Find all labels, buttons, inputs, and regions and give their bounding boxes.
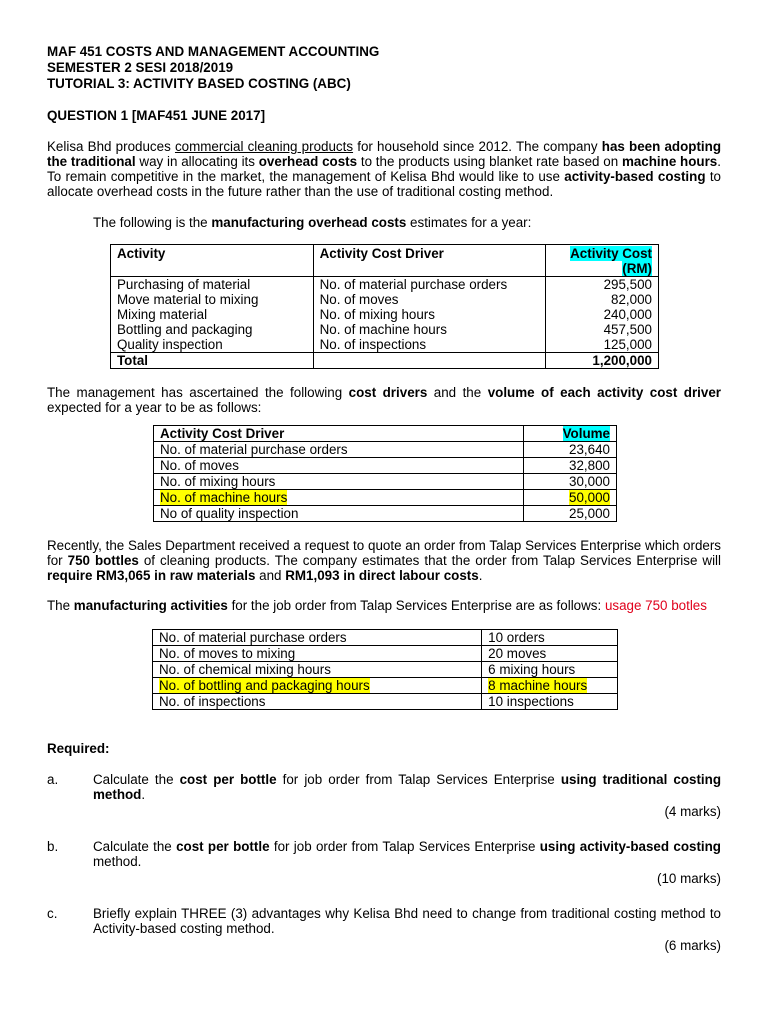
activity-cost-label: Activity Cost (570, 246, 652, 261)
item-text: for job order from Talap Services Enterprise (276, 772, 561, 787)
overhead-bold: manufacturing overhead costs (211, 215, 407, 230)
intro-text: . To remain competitive in the market, the management of Kelisa Bhd would like to use (47, 154, 721, 184)
table-row (153, 630, 618, 646)
intro-bold: has been adopting the traditional (47, 139, 722, 169)
table-row (154, 490, 617, 506)
cell-cost: 82,000 (546, 292, 659, 307)
highlighted-quantity: 8 machine hours (488, 678, 588, 693)
total-empty-cell (313, 353, 546, 369)
table-row (154, 474, 617, 490)
item-label: c. (47, 906, 58, 921)
intro-text: way in allocating its (135, 154, 259, 169)
item-label: a. (47, 772, 59, 787)
total-value: 1,200,000 (546, 353, 659, 369)
tutorial-title: TUTORIAL 3: ACTIVITY BASED COSTING (ABC) (47, 76, 351, 91)
activity-cost-unit: (RM) (622, 261, 652, 276)
order-text: of cleaning products. The company estimates that the order from Talap Services Enterprise will (138, 553, 721, 568)
order-text: Recently, the Sales Department received a request to quote an order from Talap Services Enterprise which orders for (47, 538, 721, 568)
table-row (153, 694, 618, 710)
table-header-row (111, 245, 659, 277)
overhead-text: The following is the (93, 215, 212, 230)
order-bold: require RM3,065 in raw materials (47, 568, 256, 583)
highlighted-activity: No. of bottling and packaging hours (159, 678, 370, 693)
item-text: Calculate the (93, 839, 177, 854)
drivers-text: expected for a year to be as follows: (47, 400, 262, 415)
table-row (154, 442, 617, 458)
total-row (111, 353, 659, 369)
order-text: and (255, 568, 286, 583)
col-cost-driver: Activity Cost Driver (154, 426, 524, 442)
intro-underlined: commercial cleaning products (174, 139, 354, 154)
overhead-text: estimates for a year: (406, 215, 532, 230)
table-row (111, 277, 659, 293)
cell-driver: No. of inspections (313, 337, 546, 353)
highlighted-volume: 50,000 (569, 490, 610, 505)
cell-driver: No. of moves (313, 292, 546, 307)
cell-driver: No. of machine hours (313, 322, 546, 337)
course-title: MAF 451 COSTS AND MANAGEMENT ACCOUNTING (47, 44, 380, 59)
col-volume (524, 426, 617, 442)
activities-text: for the job order from Talap Services Enterprise are as follows: (227, 598, 605, 613)
drivers-bold: volume of each activity cost driver (487, 385, 721, 400)
col-cost-driver: Activity Cost Driver (313, 245, 546, 277)
table-row (111, 337, 659, 353)
cell-quantity (482, 678, 618, 694)
drivers-bold: cost drivers (348, 385, 428, 400)
cell-activity (153, 678, 482, 694)
cell-activity: No. of chemical mixing hours (153, 662, 482, 678)
intro-text: to allocate overhead costs in the future rather than the use of traditional costing method. (47, 169, 721, 199)
total-label: Total (111, 353, 314, 369)
cell-cost: 457,500 (546, 322, 659, 337)
cell-quantity: 10 inspections (482, 694, 618, 710)
cell-driver: No. of moves (154, 458, 524, 474)
header-block (47, 44, 721, 92)
cell-cost: 295,500 (546, 277, 659, 293)
table-row (154, 506, 617, 522)
cell-quantity: 10 orders (482, 630, 618, 646)
intro-text: to the products using blanket rate based on (357, 154, 622, 169)
item-bold: cost per bottle (179, 772, 277, 787)
cell-driver (154, 490, 524, 506)
document-page (47, 44, 721, 953)
drivers-text: The management has ascertained the following (47, 385, 349, 400)
activities-bold: manufacturing activities (73, 598, 228, 613)
cell-quantity: 6 mixing hours (482, 662, 618, 678)
cell-driver: No. of mixing hours (313, 307, 546, 322)
item-text: Calculate the (93, 772, 180, 787)
question-c (47, 906, 721, 936)
activities-paragraph (47, 598, 721, 613)
question-a (47, 772, 721, 802)
job-order-activities-table (152, 629, 618, 710)
cell-activity: Purchasing of material (111, 277, 314, 293)
cell-volume: 30,000 (524, 474, 617, 490)
required-heading: Required: (47, 741, 110, 756)
intro-text: for household since 2012. The company (353, 139, 602, 154)
item-bold: cost per bottle (176, 839, 270, 854)
intro-bold: activity-based costing (564, 169, 706, 184)
item-bold: using traditional costing method (93, 772, 721, 802)
question-b (47, 839, 721, 869)
col-activity-cost (546, 245, 659, 277)
overhead-cost-table (110, 244, 659, 369)
item-text: for job order from Talap Services Enterprise (269, 839, 540, 854)
volume-label: Volume (562, 426, 610, 441)
table-row (153, 662, 618, 678)
order-bold: RM1,093 in direct labour costs (285, 568, 479, 583)
cell-activity: Move material to mixing (111, 292, 314, 307)
table-row (154, 458, 617, 474)
cost-driver-volume-table (153, 425, 617, 522)
cell-driver: No. of material purchase orders (154, 442, 524, 458)
col-activity: Activity (111, 245, 314, 277)
item-label: b. (47, 839, 59, 854)
item-text: Briefly explain THREE (3) advantages why Kelisa Bhd need to change from traditional costing method to Activity-based costing method. (93, 906, 721, 936)
cell-activity: Quality inspection (111, 337, 314, 353)
cell-driver: No. of mixing hours (154, 474, 524, 490)
cell-driver: No of quality inspection (154, 506, 524, 522)
cell-activity: Mixing material (111, 307, 314, 322)
drivers-intro (47, 385, 721, 415)
cell-activity: No. of material purchase orders (153, 630, 482, 646)
cell-quantity: 20 moves (482, 646, 618, 662)
order-paragraph (47, 538, 721, 583)
activities-text: The (47, 598, 74, 613)
intro-bold: overhead costs (258, 154, 358, 169)
marks-a: (4 marks) (664, 804, 721, 819)
cell-cost: 240,000 (546, 307, 659, 322)
intro-bold: machine hours (621, 154, 718, 169)
drivers-text: and the (427, 385, 488, 400)
table-row (153, 678, 618, 694)
table-header-row (154, 426, 617, 442)
cell-cost: 125,000 (546, 337, 659, 353)
item-text: . (141, 787, 146, 802)
item-bold: using activity-based costing (539, 839, 721, 854)
intro-text: Kelisa Bhd produces (47, 139, 175, 154)
cell-activity: No. of inspections (153, 694, 482, 710)
cell-volume: 25,000 (524, 506, 617, 522)
cell-activity: No. of moves to mixing (153, 646, 482, 662)
table-row (153, 646, 618, 662)
usage-note: usage 750 botles (604, 598, 707, 613)
item-text: method. (93, 854, 142, 869)
order-bold: 750 bottles (67, 553, 139, 568)
cell-activity: Bottling and packaging (111, 322, 314, 337)
table-row (111, 322, 659, 337)
intro-paragraph (47, 139, 721, 199)
cell-driver: No. of material purchase orders (313, 277, 546, 293)
highlighted-driver: No. of machine hours (160, 490, 288, 505)
overhead-intro (47, 215, 721, 230)
table-row (111, 292, 659, 307)
cell-volume: 32,800 (524, 458, 617, 474)
table-row (111, 307, 659, 322)
cell-volume: 23,640 (524, 442, 617, 458)
order-text: . (478, 568, 483, 583)
marks-c: (6 marks) (664, 938, 721, 953)
question-title: QUESTION 1 [MAF451 JUNE 2017] (47, 108, 266, 123)
cell-volume (524, 490, 617, 506)
semester-line: SEMESTER 2 SESI 2018/2019 (47, 60, 234, 75)
marks-b: (10 marks) (657, 871, 721, 886)
